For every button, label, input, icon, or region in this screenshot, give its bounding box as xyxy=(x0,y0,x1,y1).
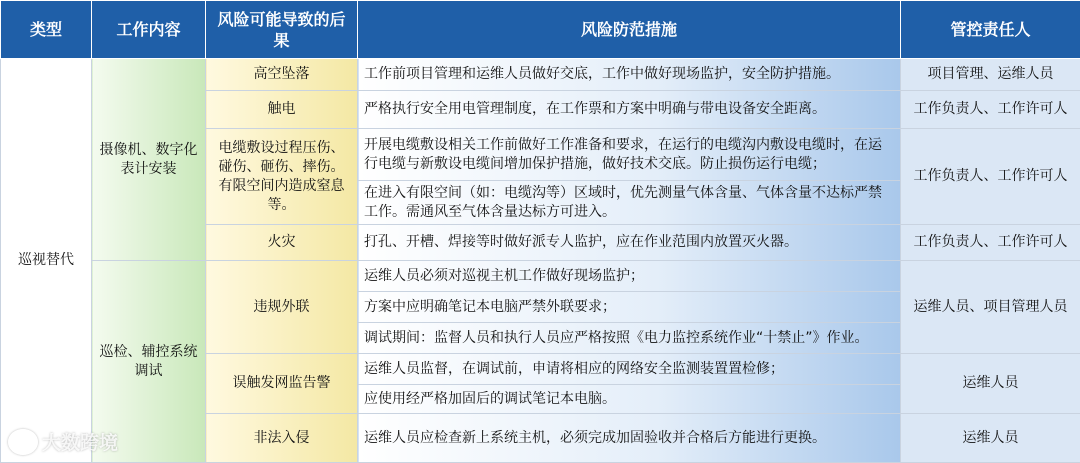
table-row xyxy=(1,261,1080,292)
header-type: 类型 xyxy=(1,1,92,59)
responsible-cell: 项目管理、运维人员 xyxy=(901,59,1080,91)
risk-cell-intrusion: 非法入侵 xyxy=(206,414,358,463)
risk-cell-shock: 触电 xyxy=(206,91,358,129)
header-responsible: 管控责任人 xyxy=(901,1,1080,59)
measure-cell: 应使用经严格加固后的调试笔记本电脑。 xyxy=(358,385,901,414)
measure-cell: 方案中应明确笔记本电脑严禁外联要求； xyxy=(358,292,901,323)
measure-cell: 在进入有限空间（如：电缆沟等）区域时，优先测量气体含量、气体含量不达标严禁工作。需通风至气体含量达标方可进入。 xyxy=(358,181,901,225)
header-row xyxy=(1,1,1080,59)
responsible-cell: 运维人员 xyxy=(901,354,1080,414)
responsible-cell: 运维人员、项目管理人员 xyxy=(901,261,1080,354)
risk-cell-fire: 火灾 xyxy=(206,225,358,261)
measure-cell: 运维人员监督，在调试前，申请将相应的网络安全监测装置置检修； xyxy=(358,354,901,385)
table-row xyxy=(1,59,1080,91)
work-cell-install: 摄像机、数字化表计安装 xyxy=(92,59,206,261)
measure-cell: 调试期间：监督人员和执行人员应严格按照《电力监控系统作业“十禁止”》作业。 xyxy=(358,323,901,354)
responsible-cell: 工作负责人、工作许可人 xyxy=(901,129,1080,225)
measure-cell: 运维人员必须对巡视主机工作做好现场监护； xyxy=(358,261,901,292)
measure-cell: 严格执行安全用电管理制度，在工作票和方案中明确与带电设备安全距离。 xyxy=(358,91,901,129)
measure-cell: 打孔、开槽、焊接等时做好派专人监护，应在作业范围内放置灭火器。 xyxy=(358,225,901,261)
measure-cell: 运维人员应检查新上系统主机，必须完成加固验收并合格后方能进行更换。 xyxy=(358,414,901,463)
measure-cell: 开展电缆敷设相关工作前做好工作准备和要求，在运行的电缆沟内敷设电缆时，在运行电缆与新敷设电缆间增加保护措施，做好技术交底。防止损伤运行电缆； xyxy=(358,129,901,181)
risk-cell-external: 违规外联 xyxy=(206,261,358,354)
risk-cell-false-alarm: 误触发网监告警 xyxy=(206,354,358,414)
watermark-text: 大数跨境 xyxy=(42,428,118,455)
responsible-cell: 工作负责人、工作许可人 xyxy=(901,225,1080,261)
work-cell-debug: 巡检、辅控系统调试 xyxy=(92,261,206,463)
type-cell: 巡视替代 xyxy=(1,59,92,463)
responsible-cell: 工作负责人、工作许可人 xyxy=(901,91,1080,129)
header-risk: 风险可能导致的后果 xyxy=(206,1,358,59)
watermark xyxy=(8,428,118,455)
speech-bubble-icon xyxy=(8,429,38,455)
header-measure: 风险防范措施 xyxy=(358,1,901,59)
header-work: 工作内容 xyxy=(92,1,206,59)
measure-cell: 工作前项目管理和运维人员做好交底，工作中做好现场监护，安全防护措施。 xyxy=(358,59,901,91)
risk-cell-fall: 高空坠落 xyxy=(206,59,358,91)
risk-cell-cable: 电缆敷设过程压伤、碰伤、砸伤、摔伤。有限空间内造成窒息等。 xyxy=(206,129,358,225)
responsible-cell: 运维人员 xyxy=(901,414,1080,463)
